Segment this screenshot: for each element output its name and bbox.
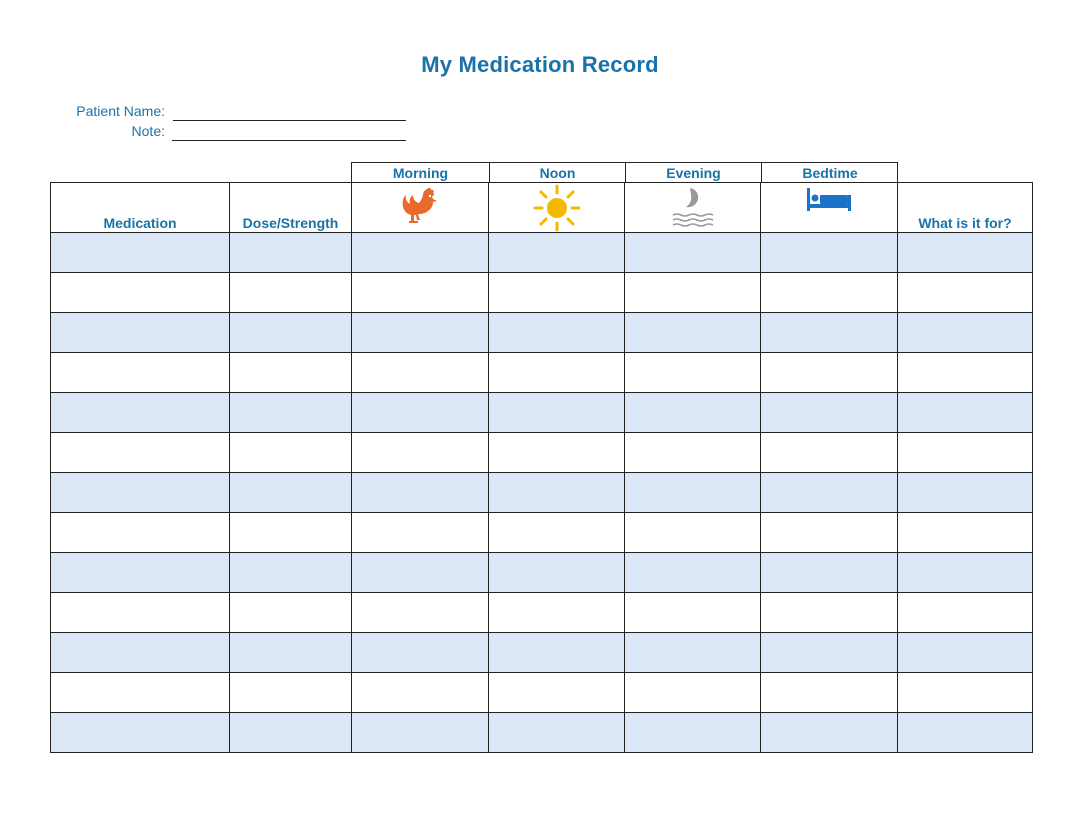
- bedtime-cell[interactable]: [761, 313, 898, 353]
- patient-name-label: Patient Name:: [76, 103, 165, 119]
- noon-cell[interactable]: [489, 273, 625, 313]
- table-row: [51, 713, 1033, 753]
- morning-cell[interactable]: [352, 633, 489, 673]
- purpose-cell[interactable]: [898, 433, 1033, 473]
- evening-header: Evening: [625, 163, 761, 183]
- medication-cell[interactable]: [51, 233, 230, 273]
- sun-icon: [533, 184, 581, 232]
- table-row: [51, 553, 1033, 593]
- morning-cell[interactable]: [352, 713, 489, 753]
- purpose-cell[interactable]: [898, 353, 1033, 393]
- morning-cell[interactable]: [352, 473, 489, 513]
- purpose-cell[interactable]: [898, 553, 1033, 593]
- bedtime-cell[interactable]: [761, 553, 898, 593]
- noon-cell[interactable]: [489, 553, 625, 593]
- bedtime-cell[interactable]: [761, 433, 898, 473]
- morning-cell[interactable]: [352, 393, 489, 433]
- noon-cell[interactable]: [489, 233, 625, 273]
- noon-cell[interactable]: [489, 633, 625, 673]
- medication-cell[interactable]: [51, 713, 230, 753]
- bedtime-header: Bedtime: [761, 163, 898, 183]
- noon-cell[interactable]: [489, 673, 625, 713]
- purpose-cell[interactable]: [898, 593, 1033, 633]
- table-row: [51, 513, 1033, 553]
- table-row: [51, 593, 1033, 633]
- dose-cell[interactable]: [230, 233, 352, 273]
- purpose-cell[interactable]: [898, 673, 1033, 713]
- medication-cell[interactable]: [51, 433, 230, 473]
- evening-cell[interactable]: [625, 593, 761, 633]
- purpose-cell[interactable]: [898, 233, 1033, 273]
- evening-cell[interactable]: [625, 353, 761, 393]
- note-field[interactable]: [172, 140, 406, 141]
- evening-cell[interactable]: [625, 633, 761, 673]
- evening-cell[interactable]: [625, 553, 761, 593]
- medication-cell[interactable]: [51, 593, 230, 633]
- dose-cell[interactable]: [230, 593, 352, 633]
- dose-cell[interactable]: [230, 713, 352, 753]
- dose-cell[interactable]: [230, 513, 352, 553]
- purpose-cell[interactable]: [898, 473, 1033, 513]
- table-row: [51, 313, 1033, 353]
- bedtime-cell[interactable]: [761, 473, 898, 513]
- table-row: [51, 233, 1033, 273]
- morning-cell[interactable]: [352, 273, 489, 313]
- dose-cell[interactable]: [230, 313, 352, 353]
- medication-cell[interactable]: [51, 273, 230, 313]
- medication-rows: [51, 233, 1033, 753]
- dose-cell[interactable]: [230, 553, 352, 593]
- evening-cell[interactable]: [625, 673, 761, 713]
- medication-cell[interactable]: [51, 313, 230, 353]
- noon-cell[interactable]: [489, 513, 625, 553]
- noon-cell[interactable]: [489, 593, 625, 633]
- dose-cell[interactable]: [230, 273, 352, 313]
- noon-cell[interactable]: [489, 473, 625, 513]
- bedtime-cell[interactable]: [761, 713, 898, 753]
- table-row: [51, 633, 1033, 673]
- table-row: [51, 353, 1033, 393]
- bedtime-cell[interactable]: [761, 353, 898, 393]
- purpose-cell[interactable]: [898, 273, 1033, 313]
- table-row: [51, 473, 1033, 513]
- medication-cell[interactable]: [51, 353, 230, 393]
- page-title: My Medication Record: [421, 52, 659, 77]
- bedtime-cell[interactable]: [761, 273, 898, 313]
- morning-icon-cell: [352, 183, 489, 233]
- purpose-column-header: What is it for?: [898, 183, 1033, 233]
- bedtime-cell[interactable]: [761, 393, 898, 433]
- medication-column-header: Medication: [51, 183, 230, 233]
- purpose-cell[interactable]: [898, 313, 1033, 353]
- purpose-cell[interactable]: [898, 713, 1033, 753]
- bedtime-icon-cell: [761, 183, 898, 233]
- evening-icon-cell: [625, 183, 761, 233]
- morning-cell[interactable]: [352, 553, 489, 593]
- rooster-icon: [400, 186, 440, 230]
- evening-cell[interactable]: [625, 473, 761, 513]
- morning-cell[interactable]: [352, 433, 489, 473]
- table-row: [51, 673, 1033, 713]
- noon-cell[interactable]: [489, 393, 625, 433]
- dose-cell[interactable]: [230, 633, 352, 673]
- moon-icon: [670, 185, 716, 231]
- bedtime-cell[interactable]: [761, 233, 898, 273]
- table-row: [51, 273, 1033, 313]
- evening-cell[interactable]: [625, 273, 761, 313]
- bedtime-cell[interactable]: [761, 633, 898, 673]
- evening-cell[interactable]: [625, 233, 761, 273]
- noon-cell[interactable]: [489, 433, 625, 473]
- medication-cell[interactable]: [51, 633, 230, 673]
- medication-cell[interactable]: [51, 473, 230, 513]
- medication-table: [50, 182, 1033, 753]
- morning-cell[interactable]: [352, 593, 489, 633]
- bedtime-cell[interactable]: [761, 513, 898, 553]
- morning-cell[interactable]: [352, 673, 489, 713]
- morning-cell[interactable]: [352, 233, 489, 273]
- evening-cell[interactable]: [625, 393, 761, 433]
- morning-cell[interactable]: [352, 313, 489, 353]
- bedtime-cell[interactable]: [761, 593, 898, 633]
- morning-header: Morning: [392, 165, 449, 181]
- purpose-cell[interactable]: [898, 393, 1033, 433]
- evening-cell[interactable]: [625, 433, 761, 473]
- noon-cell[interactable]: [489, 713, 625, 753]
- purpose-cell[interactable]: [898, 633, 1033, 673]
- morning-cell[interactable]: [352, 513, 489, 553]
- bedtime-cell[interactable]: [761, 673, 898, 713]
- noon-header: Noon: [489, 163, 625, 183]
- medication-cell[interactable]: [51, 513, 230, 553]
- dose-cell[interactable]: [230, 433, 352, 473]
- dose-column-header: Dose/Strength: [230, 183, 352, 233]
- dose-cell[interactable]: [230, 673, 352, 713]
- dose-cell[interactable]: [230, 353, 352, 393]
- patient-name-field[interactable]: [173, 120, 406, 121]
- dose-cell[interactable]: [230, 393, 352, 433]
- noon-cell[interactable]: [489, 313, 625, 353]
- medication-cell[interactable]: [51, 673, 230, 713]
- medication-cell[interactable]: [51, 393, 230, 433]
- noon-icon-cell: [489, 183, 625, 233]
- note-label: Note:: [131, 123, 165, 139]
- purpose-cell[interactable]: [898, 513, 1033, 553]
- medication-cell[interactable]: [51, 553, 230, 593]
- bed-icon: [805, 185, 853, 215]
- noon-cell[interactable]: [489, 353, 625, 393]
- table-row: [51, 393, 1033, 433]
- morning-cell[interactable]: [352, 353, 489, 393]
- evening-cell[interactable]: [625, 713, 761, 753]
- evening-cell[interactable]: [625, 313, 761, 353]
- evening-cell[interactable]: [625, 513, 761, 553]
- dose-cell[interactable]: [230, 473, 352, 513]
- table-row: [51, 433, 1033, 473]
